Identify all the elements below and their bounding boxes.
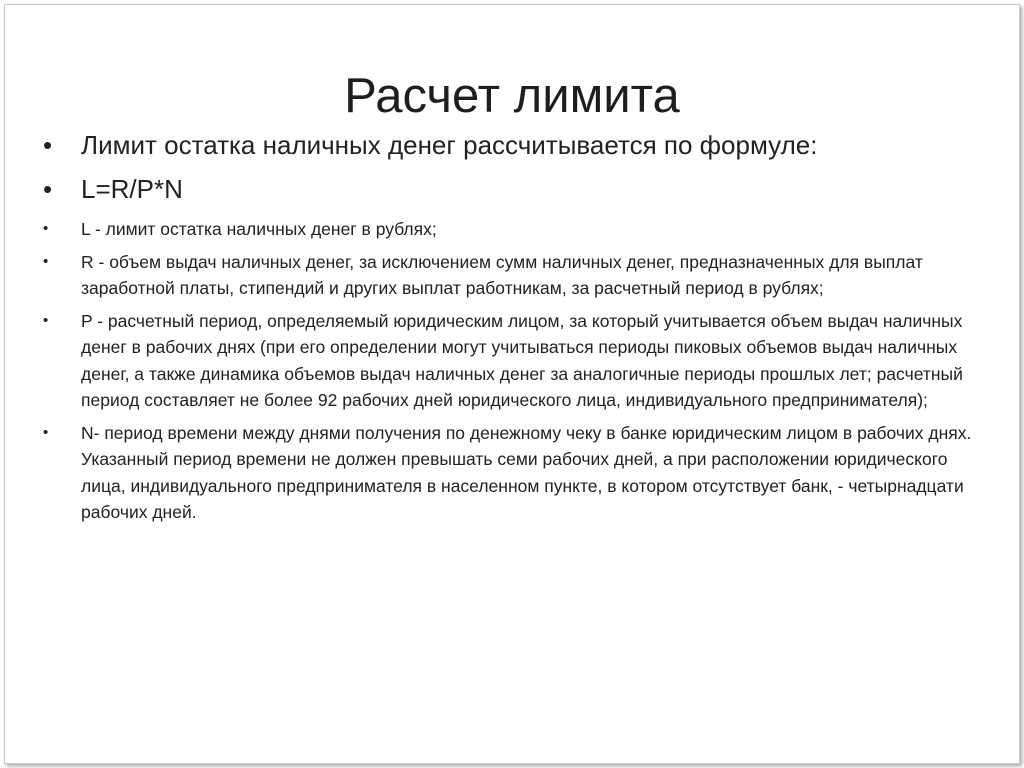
bullet-icon: • [43,311,49,329]
slide-title: Расчет лимита [344,69,680,123]
bullet-text: Лимит остатка наличных денег рассчитывается по формуле: [81,130,818,160]
bullet-item [43,308,983,414]
bullet-text: N- период времени между днями получения по денежному чеку в банке юридическим лицом в рабочих днях. Указанный период времени не должен превышать семи рабочих дней, а при расположении юридического лица, индивидуального предпринимателя в населенном пункте, в котором отсутствует банк, - четырнадцати рабочих дней. [81,422,972,522]
bullet-item [43,216,983,243]
bullet-item [43,249,983,302]
formula-text: L=R/P*N [81,174,183,204]
bullet-icon: • [43,130,53,160]
bullet-text: L - лимит остатка наличных денег в рублях; [81,219,437,239]
bullet-icon: • [43,423,49,441]
bullet-text: P - расчетный период, определяемый юридическим лицом, за который учитывается объем выдач наличных денег в рабочих днях (при его определении могут учитываться периоды пиковых объемов выдач наличных денег, а также динамика объемов выдач наличных денег за аналогичные периоды прошлых лет; расчетный период составляет не более 92 рабочих дней юридического лица, индивидуального предпринимателя); [81,310,963,410]
bullet-text: R - объем выдач наличных денег, за исключением сумм наличных денег, предназначенных для выплат заработной платы, стипендий и других выплат работникам, за расчетный период в рублях; [81,251,923,298]
bullet-icon: • [43,252,49,270]
bullet-icon: • [43,220,49,237]
bullet-item [43,172,983,206]
bullet-item [43,420,983,526]
bullet-icon: • [43,174,53,204]
bullet-item [43,128,983,162]
bullet-list [43,128,983,532]
